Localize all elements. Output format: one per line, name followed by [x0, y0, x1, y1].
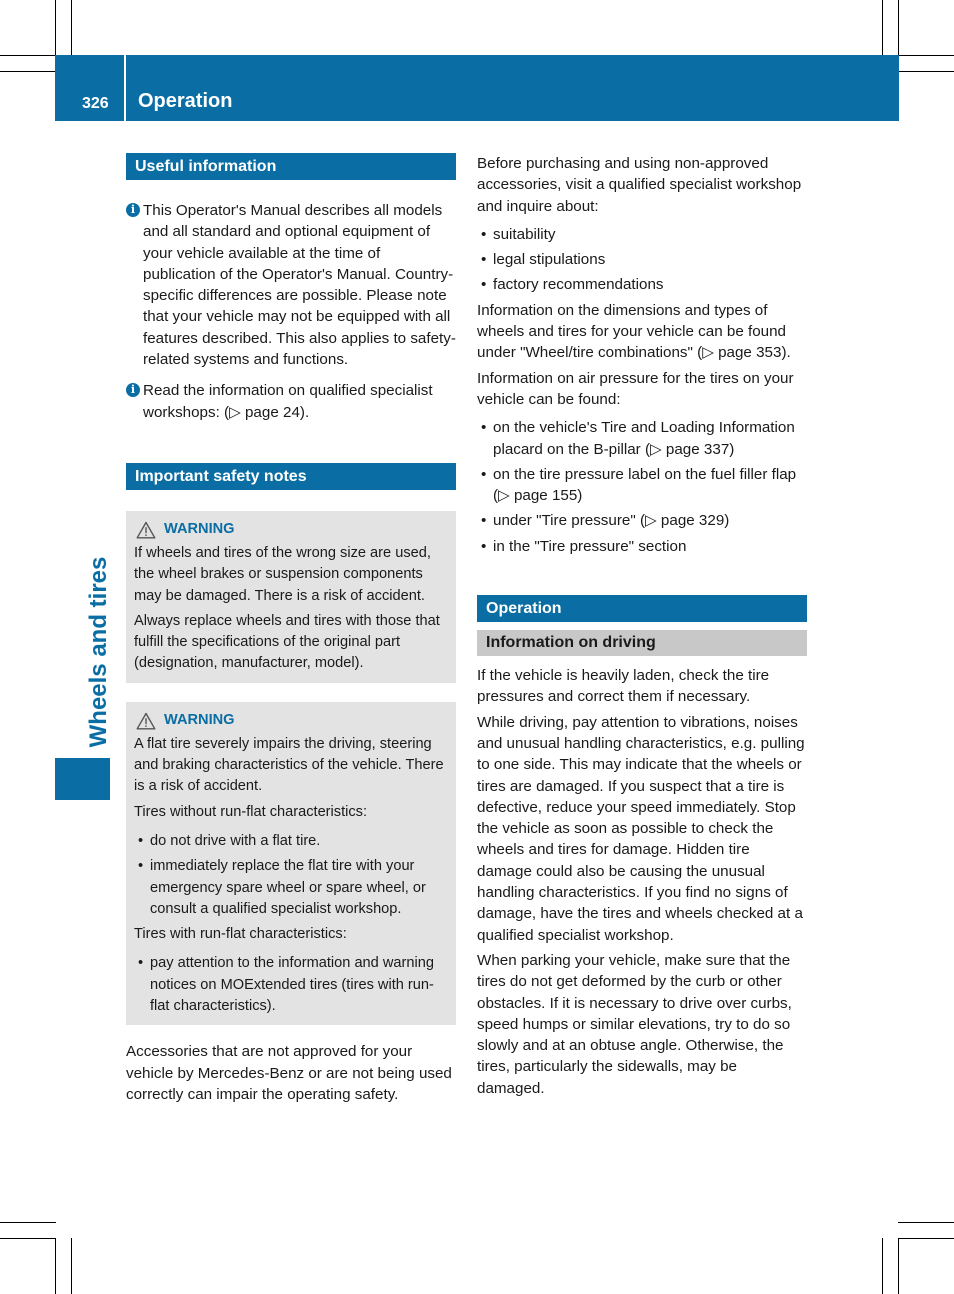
info-icon: i	[126, 383, 140, 397]
warning-text: Tires with run-flat characteristics:	[134, 926, 347, 943]
list-item: • in the "Tire pressure" section	[477, 536, 807, 557]
warning-text: Tires without run-flat characteristics:	[134, 803, 368, 820]
list-item: • factory recommendations	[477, 274, 807, 295]
bullet-list	[477, 224, 807, 296]
useful-info-heading: Useful information	[126, 153, 456, 180]
page-title: Operation	[138, 90, 233, 112]
list-item: • do not drive with a flat tire.	[134, 831, 448, 852]
warning-text: Always replace wheels and tires with those that fulfill the specifications of the original part (designation, manufacturer, model).	[134, 612, 440, 672]
crop-mark	[0, 1222, 56, 1223]
driving-subheading: Information on driving	[477, 630, 807, 656]
crop-mark	[55, 0, 56, 56]
warning-header	[134, 708, 448, 734]
list-item: • on the vehicle's Tire and Loading Information placard on the B-pillar (▷ page 337)	[477, 417, 807, 460]
warning-header	[134, 517, 448, 543]
body-paragraph: While driving, pay attention to vibrations, noises and unusual handling characteristics, e.g. pulling to one side. This may indicate that the wheels or tires are damaged. If you suspect that a tire is defective, reduce your speed immediately. Stop the vehicle as soon as possible to check the wheels and tires for damage. Hidden tire damage could also be causing the unusual handling characteristics. If you find no signs of damage, have the tires and wheels checked at a qualified specialist workshop.	[477, 713, 805, 944]
warning-bullet-list	[134, 831, 448, 920]
warning-text: A flat tire severely impairs the driving, steering and braking characteristics of the vehicle. There is a risk of accident.	[134, 735, 444, 795]
body-paragraph: When parking your vehicle, make sure that the tires do not get deformed by the curb or other obstacles. If it is necessary to drive over curbs, speed humps or similar elevations, try to do so slowly and at an obtuse angle. Otherwise, the tires, particularly the sidewalls, may be damaged.	[477, 951, 792, 1097]
crop-mark	[898, 1222, 954, 1223]
crop-mark	[71, 0, 72, 56]
right-column	[477, 153, 807, 1099]
page-number: 326	[82, 95, 109, 112]
body-paragraph: Accessories that are not approved for your vehicle by Mercedes-Benz or are not being used correctly can impair the operating safety.	[126, 1043, 452, 1103]
warning-label: WARNING	[164, 712, 235, 729]
warning-box	[126, 702, 456, 1026]
body-paragraph: Information on the dimensions and types of wheels and tires for your vehicle can be found under "Wheel/tire combinations" (▷ page 353).	[477, 301, 791, 362]
crop-mark	[898, 55, 954, 56]
info-note-text: Read the information on qualified specialist workshops: (▷ page 24).	[143, 382, 433, 421]
list-item: • pay attention to the information and warning notices on MOExtended tires (tires with run-flat characteristics).	[134, 953, 448, 1017]
chapter-tab-marker	[55, 758, 110, 800]
warning-label: WARNING	[164, 521, 235, 538]
crop-mark	[71, 1238, 72, 1294]
list-item: • legal stipulations	[477, 249, 807, 270]
crop-mark	[0, 1238, 56, 1239]
body-paragraph: Information on air pressure for the tires on your vehicle can be found:	[477, 369, 794, 408]
crop-mark	[0, 55, 56, 56]
list-item: • under "Tire pressure" (▷ page 329)	[477, 510, 807, 531]
header-divider	[124, 55, 126, 121]
operation-heading: Operation	[477, 595, 807, 622]
info-note	[126, 200, 456, 370]
warning-box	[126, 511, 456, 683]
list-item: • suitability	[477, 224, 807, 245]
crop-mark	[898, 71, 954, 72]
left-column	[126, 153, 456, 1105]
warning-bullet-list	[134, 953, 448, 1017]
warning-triangle-icon	[136, 712, 156, 730]
info-icon: i	[126, 203, 140, 217]
list-item: • on the tire pressure label on the fuel filler flap (▷ page 155)	[477, 464, 807, 507]
chapter-tab-label: Wheels and tires	[85, 556, 112, 748]
warning-triangle-icon	[136, 521, 156, 539]
crop-mark	[898, 0, 899, 56]
warning-text: If wheels and tires of the wrong size are used, the wheel brakes or suspension components may be damaged. There is a risk of accident.	[134, 544, 431, 604]
crop-mark	[882, 0, 883, 56]
list-item: • immediately replace the flat tire with your emergency spare wheel or spare wheel, or consult a qualified specialist workshop.	[134, 856, 448, 920]
safety-heading: Important safety notes	[126, 463, 456, 490]
crop-mark	[898, 1238, 899, 1294]
crop-mark	[55, 1238, 56, 1294]
crop-mark	[898, 1238, 954, 1239]
body-paragraph: Before purchasing and using non-approved accessories, visit a qualified specialist workshop and inquire about:	[477, 155, 802, 215]
info-note-text: This Operator's Manual describes all models and all standard and optional equipment of your vehicle available at the time of publication of the Operator's Manual. Country-specific differences are possible. Please note that your vehicle may not be equipped with all features described. This also applies to safety-related systems and functions.	[143, 202, 456, 369]
info-note	[126, 380, 456, 423]
crop-mark	[882, 1238, 883, 1294]
crop-mark	[0, 71, 56, 72]
body-paragraph: If the vehicle is heavily laden, check the tire pressures and correct them if necessary.	[477, 667, 770, 706]
bullet-list	[477, 417, 807, 557]
